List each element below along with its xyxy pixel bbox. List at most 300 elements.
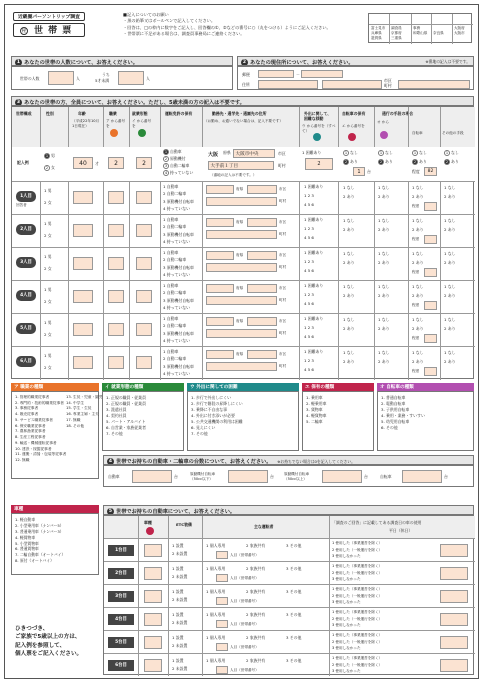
have-option[interactable]: 2 あり xyxy=(378,260,390,265)
difficulty-option[interactable]: 1 2 3 xyxy=(304,358,314,363)
commute-town-input[interactable] xyxy=(206,230,277,239)
ownership-option[interactable]: 4 持っていない xyxy=(163,337,191,343)
none-option[interactable]: 1 なし xyxy=(412,317,424,322)
q4-moto-input[interactable] xyxy=(322,470,362,483)
ownership-option[interactable]: 3 原動機付自転車 xyxy=(163,264,194,270)
usage-input[interactable] xyxy=(440,613,468,626)
postal-input-1[interactable] xyxy=(258,70,294,78)
usage-input[interactable] xyxy=(440,659,468,672)
commute-city-input[interactable] xyxy=(247,317,277,326)
none-option[interactable]: 1 なし xyxy=(378,284,390,289)
sex-female-option[interactable]: 2 女 xyxy=(44,332,52,337)
car-type-input[interactable] xyxy=(144,544,162,557)
have-option[interactable]: 2 あり xyxy=(378,194,390,199)
ownership-option[interactable]: 2 自動二輪車 xyxy=(163,191,187,197)
none-option[interactable]: 1 なし xyxy=(412,251,424,256)
example-sub2-none: 1 なし xyxy=(445,150,459,155)
have-option[interactable]: 2 あり xyxy=(444,326,456,331)
usage-option[interactable]: 1 使用した（事業運営を除く） xyxy=(332,587,383,591)
user-sub-label: 人目（世帯番号） xyxy=(230,553,259,557)
have-option[interactable]: 2 あり xyxy=(444,260,456,265)
none-option[interactable]: 1 なし xyxy=(343,317,355,322)
sex-male-option[interactable]: 1 男 xyxy=(44,353,52,358)
difficulty-option[interactable]: 1 困難あり xyxy=(304,283,324,288)
city-unit: 市区 xyxy=(279,187,287,191)
example-own-1: 1 自動車 xyxy=(164,149,182,154)
degree-input[interactable] xyxy=(424,268,437,277)
none-option[interactable]: 1 なし xyxy=(378,185,390,190)
ownership-option[interactable]: 3 原動機付自転車 xyxy=(163,330,194,336)
none-option[interactable]: 1 なし xyxy=(444,218,456,223)
legend-a-title: ア 職業の種類 xyxy=(11,383,99,391)
ownership-option[interactable]: 2 自動二輪車 xyxy=(163,356,187,362)
difficulty-option[interactable]: 4 5 6 xyxy=(304,367,314,372)
difficulty-option[interactable]: 1 2 3 xyxy=(304,226,314,231)
user-option[interactable]: 2 家族共有 xyxy=(246,635,266,640)
etc-option[interactable]: 2 未設置 xyxy=(172,666,188,671)
ownership-option[interactable]: 3 原動機付自転車 xyxy=(163,297,194,303)
commute-pref-input[interactable] xyxy=(206,185,234,194)
commute-town-input[interactable] xyxy=(206,362,277,371)
footer-line-2: ご家族で5歳以上の方は、 xyxy=(15,634,81,641)
sex-female-option[interactable]: 2 女 xyxy=(44,365,52,370)
usage-option[interactable]: 3 使用しなかった xyxy=(332,646,361,650)
user-option[interactable]: 1 個人専用 xyxy=(206,589,226,594)
commute-city-input[interactable] xyxy=(247,218,277,227)
q4-bike-input[interactable] xyxy=(402,470,442,483)
difficulty-option[interactable]: 4 5 6 xyxy=(304,268,314,273)
difficulty-option[interactable]: 1 困難あり xyxy=(304,316,324,321)
car-type-input[interactable] xyxy=(144,636,162,649)
degree-label: 程度 xyxy=(412,336,420,340)
none-option[interactable]: 1 なし xyxy=(444,251,456,256)
secret-mark: 秘 xyxy=(21,28,27,34)
ownership-option[interactable]: 1 自動車 xyxy=(163,184,179,189)
job-input[interactable] xyxy=(108,356,124,369)
car-legend xyxy=(11,513,99,575)
difficulty-option[interactable]: 4 5 6 xyxy=(304,235,314,240)
commute-town-input[interactable] xyxy=(206,296,277,305)
none-option[interactable]: 1 なし xyxy=(378,218,390,223)
have-option[interactable]: 2 あり xyxy=(444,194,456,199)
address-city-input[interactable] xyxy=(322,80,382,89)
have-option[interactable]: 2 あり xyxy=(444,227,456,232)
etc-option[interactable]: 1 設置 xyxy=(172,589,184,594)
difficulty-option[interactable]: 1 2 3 xyxy=(304,259,314,264)
usage-option[interactable]: 3 使用しなかった xyxy=(332,669,361,673)
degree-input[interactable] xyxy=(424,367,437,376)
commute-town-input[interactable] xyxy=(206,263,277,272)
have-option[interactable]: 2 あり xyxy=(412,194,424,199)
job-input[interactable] xyxy=(108,290,124,303)
user-option[interactable]: 1 個人専用 xyxy=(206,612,226,617)
usage-option[interactable]: 2 使用した（一般運行を除く） xyxy=(332,639,383,644)
etc-option[interactable]: 1 設置 xyxy=(172,635,184,640)
commute-pref-input[interactable] xyxy=(206,350,234,359)
ownership-option[interactable]: 2 自動二輪車 xyxy=(163,257,187,263)
q3-header xyxy=(11,96,474,106)
under5-input[interactable] xyxy=(118,71,144,85)
user-number-input[interactable] xyxy=(216,551,228,559)
difficulty-option[interactable]: 1 困難あり xyxy=(304,250,324,255)
legend-item: 5. パート・アルバイト xyxy=(106,419,146,425)
legend-item: 7. 二輪自動車（オートバイ） xyxy=(15,552,66,558)
difficulty-option[interactable]: 4 5 6 xyxy=(304,334,314,339)
user-option[interactable]: 2 家族共有 xyxy=(246,566,266,571)
ownership-option[interactable]: 2 自動二輪車 xyxy=(163,290,187,296)
user-number-input[interactable] xyxy=(216,574,228,582)
ownership-option[interactable]: 4 持っていない xyxy=(163,238,191,244)
user-sub-label: 人目（世帯番号） xyxy=(230,622,259,626)
usage-option[interactable]: 2 使用した（一般運行を除く） xyxy=(332,593,383,598)
legend-d-title: エ 保有の種類 xyxy=(302,383,374,391)
have-option[interactable]: 2 あり xyxy=(412,359,424,364)
example-bus-none: 1 なし xyxy=(379,150,393,155)
col-work-note: イ から番号を xyxy=(132,119,152,128)
col-commute-note: （お勤め、お通いでない場合は、記入不要です） xyxy=(204,119,283,123)
commute-town-input[interactable] xyxy=(206,197,277,206)
col-age-note: （平成22年10月1日現在） xyxy=(72,119,100,128)
members-input[interactable] xyxy=(48,71,74,85)
ownership-option[interactable]: 2 自動二輪車 xyxy=(163,224,187,230)
legend-item: 12. 無職 xyxy=(15,458,30,463)
q2-body xyxy=(237,66,474,90)
user-option[interactable]: 3 その他 xyxy=(286,612,302,617)
usage-option[interactable]: 2 使用した（一般運行を除く） xyxy=(332,547,383,552)
ownership-option[interactable]: 3 原動機付自転車 xyxy=(163,363,194,369)
none-option[interactable]: 1 なし xyxy=(343,350,355,355)
user-option[interactable]: 3 その他 xyxy=(286,658,302,663)
have-option[interactable]: 2 あり xyxy=(343,326,355,331)
q4-title: 世帯でお持ちの自動車・二輪車の台数について、お答えください。 xyxy=(116,459,272,465)
ownership-option[interactable]: 2 自動二輪車 xyxy=(163,323,187,329)
usage-option[interactable]: 2 使用した（一般運行を除く） xyxy=(332,662,383,667)
none-option[interactable]: 1 なし xyxy=(412,284,424,289)
user-number-input[interactable] xyxy=(216,620,228,628)
age-input[interactable] xyxy=(73,224,93,237)
office-label-7: 和歌山県 xyxy=(413,31,428,35)
col-age: 年齢 xyxy=(78,111,86,116)
q4-body xyxy=(103,465,474,487)
ownership-option[interactable]: 1 自動車 xyxy=(163,316,179,321)
user-option[interactable]: 1 個人専用 xyxy=(206,543,226,548)
ownership-option[interactable]: 1 自動車 xyxy=(163,250,179,255)
difficulty-option[interactable]: 1 2 3 xyxy=(304,292,314,297)
usage-input[interactable] xyxy=(440,636,468,649)
user-option[interactable]: 3 その他 xyxy=(286,543,302,548)
example-own-3: 3 自動二輪車 xyxy=(164,163,190,168)
ownership-option[interactable]: 1 自動車 xyxy=(163,283,179,288)
car-type-input[interactable] xyxy=(144,590,162,603)
usage-input[interactable] xyxy=(440,544,468,557)
sex-male-option[interactable]: 1 男 xyxy=(44,188,52,193)
none-option[interactable]: 1 なし xyxy=(444,185,456,190)
col-commute: 勤務先・通学先・通園先の住所 xyxy=(212,111,267,116)
example-addr-note: （番地の記入は不要です。） xyxy=(210,173,257,177)
etc-option[interactable]: 1 設置 xyxy=(172,612,184,617)
legend-item: 4. 軽貨物車 xyxy=(306,413,327,419)
etc-option[interactable]: 2 未設置 xyxy=(172,597,188,602)
none-option[interactable]: 1 なし xyxy=(444,350,456,355)
difficulty-option[interactable]: 1 困難あり xyxy=(304,349,324,354)
example-bike-none: 1 なし xyxy=(344,150,358,155)
have-option[interactable]: 2 あり xyxy=(378,293,390,298)
example-town-unit: 町村 xyxy=(278,163,286,168)
example-sex-1: 1 男 xyxy=(45,153,55,158)
town-unit: 町村 xyxy=(279,331,287,335)
job-input[interactable] xyxy=(108,191,124,204)
have-option[interactable]: 2 あり xyxy=(412,227,424,232)
sex-male-option[interactable]: 1 男 xyxy=(44,320,52,325)
none-option[interactable]: 1 なし xyxy=(412,218,424,223)
degree-input[interactable] xyxy=(424,235,437,244)
bike-badge-icon xyxy=(348,133,356,141)
ownership-option[interactable]: 1 自動車 xyxy=(163,349,179,354)
notes-title: ■記入についてのお願い xyxy=(123,12,169,17)
difficulty-option[interactable]: 4 5 6 xyxy=(304,301,314,306)
difficulty-option[interactable]: 1 困難あり xyxy=(304,217,324,222)
usage-option[interactable]: 1 使用した（事業運営を除く） xyxy=(332,610,383,614)
none-option[interactable]: 1 なし xyxy=(378,317,390,322)
legend-item: 8. 原付（オートバイ） xyxy=(15,558,54,564)
q3-number: 3 xyxy=(16,100,21,105)
none-option[interactable]: 1 なし xyxy=(412,185,424,190)
work-input[interactable] xyxy=(136,290,152,303)
note-2: ・回答は、□の枠内に数字をご記入し、回答欄の①、②などの番号に○（丸をつける）ようにご記入ください。 xyxy=(123,24,331,30)
none-option[interactable]: 1 なし xyxy=(343,185,355,190)
age-input[interactable] xyxy=(73,257,93,270)
usage-option[interactable]: 2 使用した（一般運行を除く） xyxy=(332,570,383,575)
q4-car-unit: 台 xyxy=(174,474,178,479)
commute-city-input[interactable] xyxy=(247,251,277,260)
etc-option[interactable]: 2 未設置 xyxy=(172,574,188,579)
example-bike-have: 2 あり xyxy=(344,159,358,164)
example-town: 大手前１丁目 xyxy=(208,161,274,170)
commute-pref-input[interactable] xyxy=(206,218,234,227)
under5-label: 5才未満 xyxy=(95,78,110,83)
member-row xyxy=(12,280,475,313)
user-number-input[interactable] xyxy=(216,597,228,605)
member-row xyxy=(12,181,475,214)
difficulty-option[interactable]: 1 2 3 xyxy=(304,325,314,330)
commute-pref-input[interactable] xyxy=(206,284,234,293)
example-own-4: 4 持っていない xyxy=(164,170,194,175)
usage-option[interactable]: 3 使用しなかった xyxy=(332,554,361,558)
difficulty-option[interactable]: 1 2 3 xyxy=(304,193,314,198)
none-option[interactable]: 1 なし xyxy=(343,251,355,256)
user-option[interactable]: 2 家族共有 xyxy=(246,658,266,663)
legend-c-title: ウ 外出に関しての困難 xyxy=(187,383,299,391)
have-option[interactable]: 2 あり xyxy=(378,326,390,331)
town-unit: 町村 xyxy=(279,232,287,236)
ownership-option[interactable]: 4 持っていない xyxy=(163,205,191,211)
member-badge: 1人目 xyxy=(16,191,36,202)
user-option[interactable]: 1 個人専用 xyxy=(206,566,226,571)
user-option[interactable]: 2 家族共有 xyxy=(246,589,266,594)
etc-option[interactable]: 2 未設置 xyxy=(172,643,188,648)
form-title: 世 帯 票 xyxy=(34,25,73,36)
work-input[interactable] xyxy=(136,356,152,369)
none-option[interactable]: 1 なし xyxy=(343,284,355,289)
age-input[interactable] xyxy=(73,290,93,303)
q3-table xyxy=(11,106,474,379)
legend-item: 10. 建設・採掘従事者 xyxy=(15,446,52,451)
q4-car-input[interactable] xyxy=(132,470,172,483)
degree-input[interactable] xyxy=(424,301,437,310)
have-option[interactable]: 2 あり xyxy=(343,194,355,199)
legend-item: 6. 自営業・家族従業者 xyxy=(106,425,146,431)
age-input[interactable] xyxy=(73,356,93,369)
q4-header xyxy=(103,455,474,465)
q4-moped-input[interactable] xyxy=(228,470,268,483)
have-option[interactable]: 2 あり xyxy=(412,260,424,265)
usage-option[interactable]: 1 使用した（事業運営を除く） xyxy=(332,541,383,545)
sex-female-option[interactable]: 2 女 xyxy=(44,266,52,271)
user-number-input[interactable] xyxy=(216,643,228,651)
sex-male-option[interactable]: 1 男 xyxy=(44,254,52,259)
commute-city-input[interactable] xyxy=(247,350,277,359)
none-option[interactable]: 1 なし xyxy=(378,350,390,355)
have-option[interactable]: 2 あり xyxy=(343,293,355,298)
usage-option[interactable]: 1 使用した（事業運営を除く） xyxy=(332,564,383,568)
difficulty-option[interactable]: 1 困難あり xyxy=(304,184,324,189)
car-type-input[interactable] xyxy=(144,613,162,626)
pref-unit: 府県 xyxy=(236,286,244,290)
user-number-input[interactable] xyxy=(216,666,228,674)
have-option[interactable]: 2 あり xyxy=(343,260,355,265)
have-option[interactable]: 2 あり xyxy=(343,227,355,232)
ownership-option[interactable]: 4 持っていない xyxy=(163,370,191,376)
none-option[interactable]: 1 なし xyxy=(444,317,456,322)
job-input[interactable] xyxy=(108,323,124,336)
address-town-input[interactable] xyxy=(398,80,470,89)
commute-town-input[interactable] xyxy=(206,329,277,338)
footer-line-1: ひきつづき、 xyxy=(15,626,49,632)
pref-unit: 府県 xyxy=(236,319,244,323)
usage-option[interactable]: 3 使用しなかった xyxy=(332,577,361,581)
ownership-option[interactable]: 1 自動車 xyxy=(163,217,179,222)
commute-pref-input[interactable] xyxy=(206,251,234,260)
commute-city-input[interactable] xyxy=(247,284,277,293)
office-label-6: 京都府 xyxy=(391,31,402,35)
example-sub2-have: 2 あり xyxy=(445,159,459,164)
etc-option[interactable]: 2 未設置 xyxy=(172,620,188,625)
legend-item: 4. 軽貨物車 xyxy=(15,534,36,540)
have-option[interactable]: 2 あり xyxy=(378,359,390,364)
car-type-input[interactable] xyxy=(144,567,162,580)
footer-line-4: 個人票をご記入ください。 xyxy=(15,651,83,658)
legend-item: 8. 生産工程従事者 xyxy=(15,435,46,440)
example-row xyxy=(12,147,475,181)
legend-item: 3. 派遣社員 xyxy=(106,407,127,413)
have-option[interactable]: 2 あり xyxy=(444,359,456,364)
ownership-option[interactable]: 3 原動機付自転車 xyxy=(163,198,194,204)
usage-option[interactable]: 3 使用しなかった xyxy=(332,623,361,627)
address-pref-input[interactable] xyxy=(258,80,318,89)
usage-option[interactable]: 1 使用した（事業運営を除く） xyxy=(332,633,383,637)
user-option[interactable]: 3 その他 xyxy=(286,635,302,640)
user-option[interactable]: 1 個人専用 xyxy=(206,635,226,640)
legend-item: 18. その他 xyxy=(66,423,85,428)
usage-input[interactable] xyxy=(440,590,468,603)
sex-male-option[interactable]: 1 男 xyxy=(44,221,52,226)
job-input[interactable] xyxy=(108,224,124,237)
commute-pref-input[interactable] xyxy=(206,317,234,326)
have-option[interactable]: 2 あり xyxy=(378,227,390,232)
postal-input-2[interactable] xyxy=(301,70,343,78)
office-label-8: 奈良県 xyxy=(433,31,444,35)
age-input[interactable] xyxy=(73,323,93,336)
example-city-unit: 市区 xyxy=(278,151,286,156)
commute-city-input[interactable] xyxy=(247,185,277,194)
work-input[interactable] xyxy=(136,224,152,237)
q4-bike-label: 自転車 xyxy=(380,474,392,479)
none-option[interactable]: 1 なし xyxy=(343,218,355,223)
sex-male-option[interactable]: 1 男 xyxy=(44,287,52,292)
degree-input[interactable] xyxy=(424,334,437,343)
degree-input[interactable] xyxy=(424,202,437,211)
age-input[interactable] xyxy=(73,191,93,204)
user-option[interactable]: 2 家族共有 xyxy=(246,612,266,617)
legend-item: 3. 貨物車 xyxy=(306,407,323,413)
user-option[interactable]: 3 その他 xyxy=(286,566,302,571)
none-option[interactable]: 1 なし xyxy=(378,251,390,256)
usage-option[interactable]: 2 使用した（一般運行を除く） xyxy=(332,616,383,621)
town-unit: 町村 xyxy=(279,364,287,368)
legend-item: 6. 保安職業従事者 xyxy=(15,423,46,428)
job-input[interactable] xyxy=(108,257,124,270)
none-option[interactable]: 1 なし xyxy=(412,350,424,355)
sex-female-option[interactable]: 2 女 xyxy=(44,299,52,304)
etc-option[interactable]: 2 未設置 xyxy=(172,551,188,556)
legend-item: 15. 学生・生徒 xyxy=(66,406,92,411)
q4-moped-label: 原動機付自転車（50cc以下） xyxy=(190,472,216,481)
work-input[interactable] xyxy=(136,191,152,204)
postal-sep: － xyxy=(296,72,300,77)
member-row xyxy=(12,214,475,247)
office-label-11: 三重県 xyxy=(391,36,402,40)
difficulty-option[interactable]: 4 5 6 xyxy=(304,202,314,207)
have-option[interactable]: 2 あり xyxy=(444,293,456,298)
none-option[interactable]: 1 なし xyxy=(444,284,456,289)
usage-option[interactable]: 3 使用しなかった xyxy=(332,600,361,604)
user-option[interactable]: 2 家族共有 xyxy=(246,543,266,548)
etc-option[interactable]: 1 設置 xyxy=(172,543,184,548)
ownership-option[interactable]: 4 持っていない xyxy=(163,304,191,310)
q3-title: あなたの世帯の方、全員について、お答えください。ただし、5歳未満の方の記入は不要です。 xyxy=(24,100,245,106)
have-option[interactable]: 2 あり xyxy=(412,293,424,298)
etc-option[interactable]: 1 設置 xyxy=(172,566,184,571)
user-option[interactable]: 1 個人専用 xyxy=(206,658,226,663)
etc-option[interactable]: 1 設置 xyxy=(172,658,184,663)
usage-option[interactable]: 1 使用した（事業運営を除く） xyxy=(332,656,383,660)
ownership-option[interactable]: 4 持っていない xyxy=(163,271,191,277)
ownership-option[interactable]: 3 原動機付自転車 xyxy=(163,231,194,237)
have-option[interactable]: 2 あり xyxy=(343,359,355,364)
work-input[interactable] xyxy=(136,323,152,336)
sex-female-option[interactable]: 2 女 xyxy=(44,233,52,238)
car-type-input[interactable] xyxy=(144,659,162,672)
sex-female-option[interactable]: 2 女 xyxy=(44,200,52,205)
usage-input[interactable] xyxy=(440,567,468,580)
town-unit: 町村 xyxy=(279,265,287,269)
legend-item: 5. 公共交通機関の利用は困難 xyxy=(191,419,243,425)
example-bike-count-unit: 台 xyxy=(367,169,371,174)
user-option[interactable]: 3 その他 xyxy=(286,589,302,594)
have-option[interactable]: 2 あり xyxy=(412,326,424,331)
legend-item: 4. 契約社員 xyxy=(106,413,127,419)
work-input[interactable] xyxy=(136,257,152,270)
